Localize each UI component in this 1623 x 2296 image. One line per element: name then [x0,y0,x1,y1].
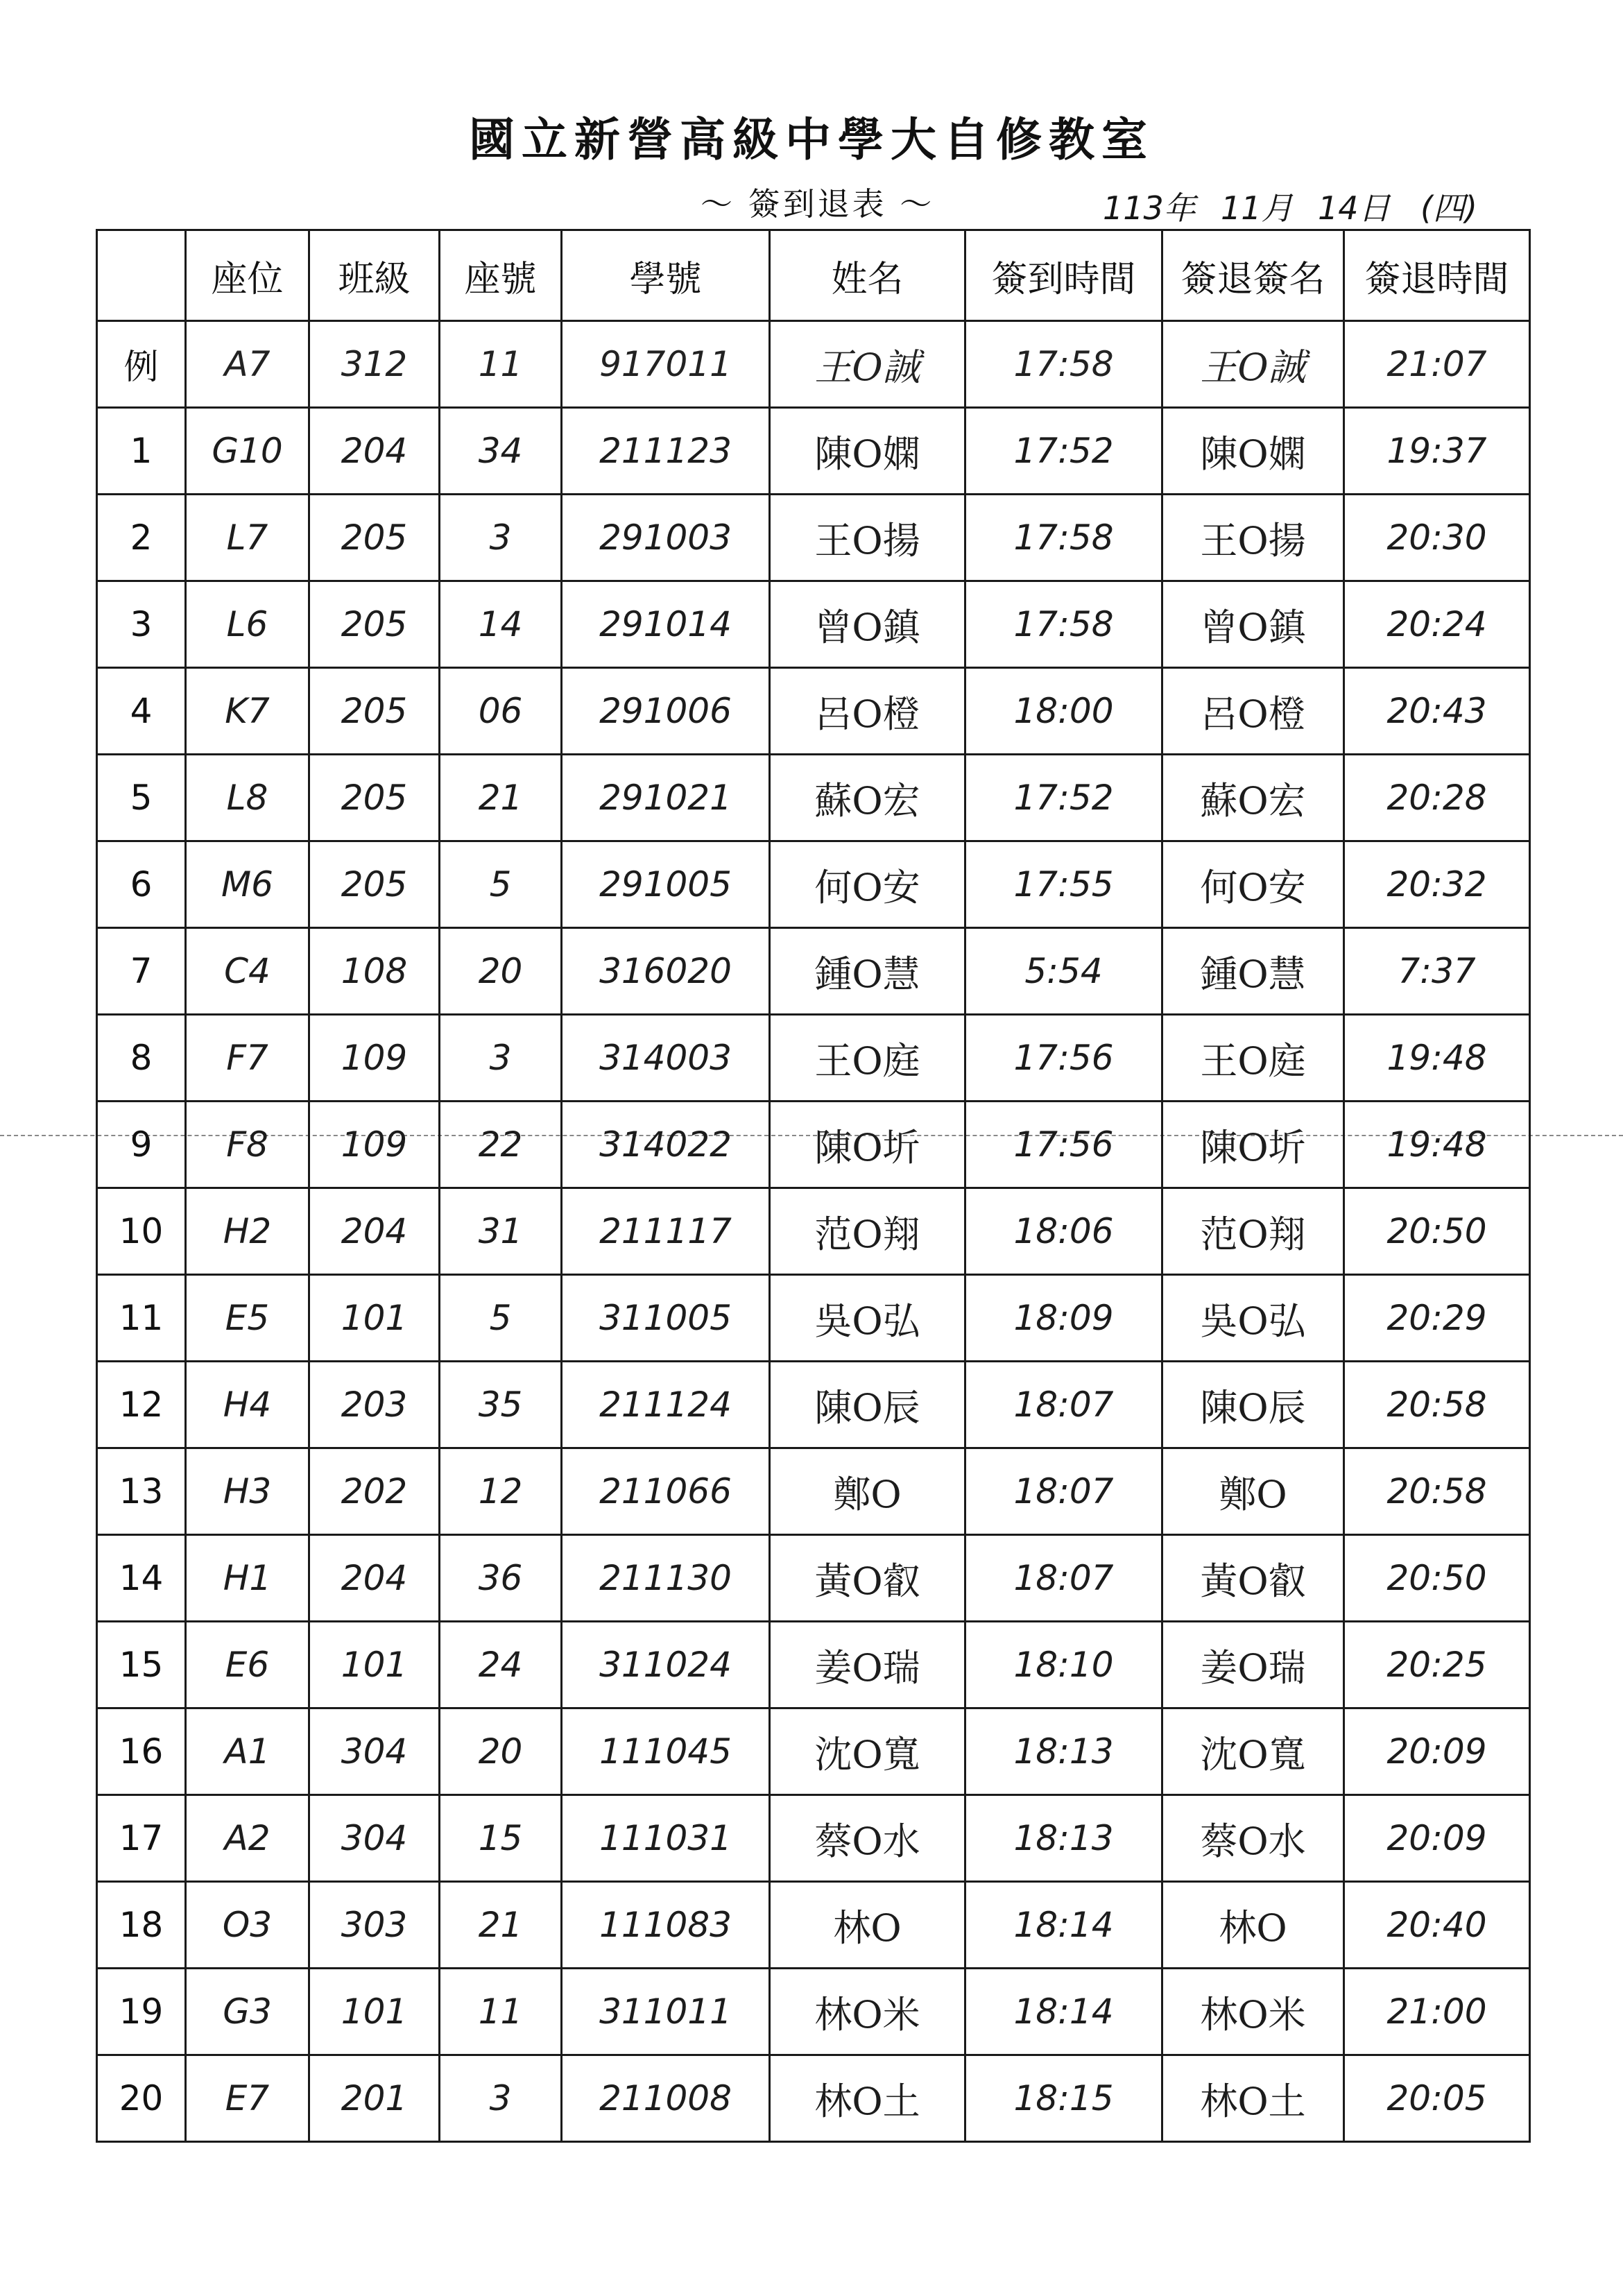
col-header-rowno [97,230,186,321]
sign-out-time-cell: 20:24 [1344,581,1530,668]
table-row [97,1708,1530,1795]
seat-number-cell: 36 [440,1535,562,1622]
row-number-cell: 5 [97,755,186,841]
row-number-cell: 3 [97,581,186,668]
class-cell: 205 [309,668,440,755]
sign-out-signature-cell: 呂O橙 [1162,668,1344,755]
seat-cell: H3 [186,1448,309,1535]
class-cell: 204 [309,1188,440,1275]
student-id-cell: 211008 [562,2055,770,2142]
sign-in-time-cell: 18:10 [965,1622,1162,1708]
name-cell: 范O翔 [770,1188,965,1275]
seat-number-cell: 20 [440,1708,562,1795]
row-number-cell: 7 [97,928,186,1015]
seat-cell: L7 [186,495,309,581]
student-id-cell: 111045 [562,1708,770,1795]
table-row [97,1795,1530,1882]
sign-out-time-cell: 20:32 [1344,841,1530,928]
col-header-sign-out-time: 簽退時間 [1344,230,1530,321]
seat-number-cell: 3 [440,1015,562,1102]
name-cell: 蘇O宏 [770,755,965,841]
name-cell: 蔡O水 [770,1795,965,1882]
sign-in-time-cell: 18:07 [965,1535,1162,1622]
row-number-cell: 17 [97,1795,186,1882]
sign-out-time-cell: 20:30 [1344,495,1530,581]
seat-cell: A1 [186,1708,309,1795]
seat-cell: C4 [186,928,309,1015]
sign-in-time-cell: 18:13 [965,1795,1162,1882]
sign-out-signature-cell: 蘇O宏 [1162,755,1344,841]
row-number-cell: 4 [97,668,186,755]
sign-in-time-cell: 17:58 [965,581,1162,668]
student-id-cell: 111083 [562,1882,770,1969]
name-cell: 林O [770,1882,965,1969]
sign-out-signature-cell: 林O土 [1162,2055,1344,2142]
sign-in-time-cell: 17:52 [965,755,1162,841]
table-row [97,2055,1530,2142]
class-cell: 205 [309,495,440,581]
row-number-cell: 14 [97,1535,186,1622]
seat-number-cell: 5 [440,1275,562,1362]
class-cell: 312 [309,321,440,408]
sign-out-signature-cell: 姜O瑞 [1162,1622,1344,1708]
class-cell: 202 [309,1448,440,1535]
col-header-seat-number: 座號 [440,230,562,321]
name-cell: 林O土 [770,2055,965,2142]
sign-out-time-cell: 7:37 [1344,928,1530,1015]
seat-number-cell: 21 [440,1882,562,1969]
col-header-sign-out-signature: 簽退簽名 [1162,230,1344,321]
table-row [97,928,1530,1015]
table-body [97,321,1530,2142]
sign-out-signature-cell: 曾O鎮 [1162,581,1344,668]
sign-out-signature-cell: 范O翔 [1162,1188,1344,1275]
sign-out-signature-cell: 陳O圻 [1162,1102,1344,1188]
class-cell: 205 [309,841,440,928]
class-cell: 108 [309,928,440,1015]
table-row [97,755,1530,841]
sign-out-time-cell: 20:40 [1344,1882,1530,1969]
row-number-cell: 20 [97,2055,186,2142]
sign-in-time-cell: 17:58 [965,495,1162,581]
row-number-cell: 15 [97,1622,186,1708]
col-header-student-id: 學號 [562,230,770,321]
table-row [97,1275,1530,1362]
sign-out-signature-cell: 沈O寬 [1162,1708,1344,1795]
name-cell: 王O庭 [770,1015,965,1102]
seat-cell: A7 [186,321,309,408]
class-cell: 205 [309,581,440,668]
seat-number-cell: 5 [440,841,562,928]
name-cell: 黃O叡 [770,1535,965,1622]
sign-in-time-cell: 18:00 [965,668,1162,755]
seat-number-cell: 35 [440,1362,562,1448]
sign-out-time-cell: 19:37 [1344,408,1530,495]
seat-cell: H2 [186,1188,309,1275]
sign-out-time-cell: 20:43 [1344,668,1530,755]
seat-cell: K7 [186,668,309,755]
sign-out-time-cell: 20:28 [1344,755,1530,841]
row-number-cell: 8 [97,1015,186,1102]
row-number-cell: 10 [97,1188,186,1275]
table-row [97,1969,1530,2055]
seat-cell: O3 [186,1882,309,1969]
sign-in-time-cell: 18:14 [965,1882,1162,1969]
row-number-cell: 12 [97,1362,186,1448]
table-row [97,1015,1530,1102]
sign-out-time-cell: 21:00 [1344,1969,1530,2055]
seat-number-cell: 21 [440,755,562,841]
sign-out-time-cell: 21:07 [1344,321,1530,408]
table-row [97,1448,1530,1535]
student-id-cell: 211130 [562,1535,770,1622]
class-cell: 203 [309,1362,440,1448]
col-header-class: 班級 [309,230,440,321]
student-id-cell: 211117 [562,1188,770,1275]
sign-out-signature-cell: 陳O嫻 [1162,408,1344,495]
student-id-cell: 111031 [562,1795,770,1882]
seat-number-cell: 3 [440,495,562,581]
student-id-cell: 314003 [562,1015,770,1102]
sign-out-signature-cell: 王O揚 [1162,495,1344,581]
seat-number-cell: 15 [440,1795,562,1882]
sign-in-time-cell: 18:13 [965,1708,1162,1795]
date-day: 14日 [1318,189,1391,227]
name-cell: 鄭O [770,1448,965,1535]
seat-cell: A2 [186,1795,309,1882]
row-number-cell: 2 [97,495,186,581]
seat-cell: E5 [186,1275,309,1362]
sign-in-time-cell: 18:15 [965,2055,1162,2142]
seat-number-cell: 14 [440,581,562,668]
row-number-cell: 9 [97,1102,186,1188]
sign-out-time-cell: 19:48 [1344,1102,1530,1188]
seat-number-cell: 34 [440,408,562,495]
sign-in-time-cell: 17:56 [965,1102,1162,1188]
sign-out-time-cell: 20:29 [1344,1275,1530,1362]
seat-cell: M6 [186,841,309,928]
sign-out-time-cell: 20:50 [1344,1188,1530,1275]
seat-cell: L6 [186,581,309,668]
table-row [97,1188,1530,1275]
sign-in-time-cell: 18:14 [965,1969,1162,2055]
name-cell: 陳O圻 [770,1102,965,1188]
sign-in-time-cell: 18:07 [965,1448,1162,1535]
sign-in-time-cell: 17:52 [965,408,1162,495]
table-row [97,495,1530,581]
seat-cell: H4 [186,1362,309,1448]
student-id-cell: 291005 [562,841,770,928]
sheet-title: 國立新營高級中學大自修教室 [469,112,1154,166]
seat-cell: E7 [186,2055,309,2142]
class-cell: 101 [309,1622,440,1708]
table-row [97,841,1530,928]
sign-out-signature-cell: 黃O叡 [1162,1535,1344,1622]
sign-in-time-cell: 17:58 [965,321,1162,408]
table-row [97,1535,1530,1622]
seat-cell: E6 [186,1622,309,1708]
student-id-cell: 311011 [562,1969,770,2055]
sign-out-time-cell: 20:05 [1344,2055,1530,2142]
class-cell: 201 [309,2055,440,2142]
row-number-cell: 11 [97,1275,186,1362]
table-row [97,581,1530,668]
sign-out-signature-cell: 鍾O慧 [1162,928,1344,1015]
table-row [97,1362,1530,1448]
sign-out-time-cell: 20:58 [1344,1362,1530,1448]
row-number-cell: 例 [97,321,186,408]
table-row [97,1882,1530,1969]
seat-number-cell: 3 [440,2055,562,2142]
col-header-seat: 座位 [186,230,309,321]
seat-cell: L8 [186,755,309,841]
seat-number-cell: 11 [440,321,562,408]
sign-in-time-cell: 18:09 [965,1275,1162,1362]
name-cell: 沈O寬 [770,1708,965,1795]
name-cell: 呂O橙 [770,668,965,755]
sign-out-signature-cell: 林O米 [1162,1969,1344,2055]
class-cell: 109 [309,1102,440,1188]
student-id-cell: 211124 [562,1362,770,1448]
seat-number-cell: 24 [440,1622,562,1708]
student-id-cell: 291021 [562,755,770,841]
sign-in-time-cell: 17:55 [965,841,1162,928]
class-cell: 304 [309,1795,440,1882]
student-id-cell: 311024 [562,1622,770,1708]
class-cell: 101 [309,1969,440,2055]
class-cell: 204 [309,1535,440,1622]
sign-out-signature-cell: 林O [1162,1882,1344,1969]
date-weekday: (四) [1420,189,1477,227]
student-id-cell: 314022 [562,1102,770,1188]
col-header-name: 姓名 [770,230,965,321]
seat-cell: G10 [186,408,309,495]
student-id-cell: 211123 [562,408,770,495]
sign-in-time-cell: 17:56 [965,1015,1162,1102]
table-row [97,1622,1530,1708]
table-row [97,1102,1530,1188]
seat-cell: F8 [186,1102,309,1188]
table-row [97,408,1530,495]
name-cell: 陳O辰 [770,1362,965,1448]
student-id-cell: 291003 [562,495,770,581]
seat-number-cell: 31 [440,1188,562,1275]
name-cell: 姜O瑞 [770,1622,965,1708]
name-cell: 陳O嫻 [770,408,965,495]
sign-in-time-cell: 18:06 [965,1188,1162,1275]
student-id-cell: 211066 [562,1448,770,1535]
name-cell: 鍾O慧 [770,928,965,1015]
class-cell: 304 [309,1708,440,1795]
row-number-cell: 13 [97,1448,186,1535]
name-cell: 林O米 [770,1969,965,2055]
date-year: 113年 [1103,189,1196,227]
sign-out-signature-cell: 王O誠 [1162,321,1344,408]
sign-out-time-cell: 20:50 [1344,1535,1530,1622]
student-id-cell: 291014 [562,581,770,668]
class-cell: 204 [309,408,440,495]
class-cell: 303 [309,1882,440,1969]
table-row [97,668,1530,755]
name-cell: 王O揚 [770,495,965,581]
row-number-cell: 16 [97,1708,186,1795]
student-id-cell: 291006 [562,668,770,755]
example-row [97,321,1530,408]
sign-out-time-cell: 20:25 [1344,1622,1530,1708]
student-id-cell: 311005 [562,1275,770,1362]
seat-cell: H1 [186,1535,309,1622]
sign-in-time-cell: 5:54 [965,928,1162,1015]
name-cell: 吳O弘 [770,1275,965,1362]
seat-cell: G3 [186,1969,309,2055]
name-cell: 曾O鎮 [770,581,965,668]
row-number-cell: 6 [97,841,186,928]
sheet-subtitle: ～ 簽到退表 ～ [701,185,935,223]
sign-out-time-cell: 20:09 [1344,1708,1530,1795]
seat-number-cell: 20 [440,928,562,1015]
sign-out-time-cell: 20:58 [1344,1448,1530,1535]
student-id-cell: 917011 [562,321,770,408]
name-cell: 何O安 [770,841,965,928]
seat-number-cell: 11 [440,1969,562,2055]
sign-out-signature-cell: 鄭O [1162,1448,1344,1535]
table-header-row [97,230,1530,321]
sign-out-time-cell: 19:48 [1344,1015,1530,1102]
sign-in-time-cell: 18:07 [965,1362,1162,1448]
attendance-table [96,229,1531,2143]
sign-out-signature-cell: 王O庭 [1162,1015,1344,1102]
class-cell: 109 [309,1015,440,1102]
row-number-cell: 19 [97,1969,186,2055]
class-cell: 101 [309,1275,440,1362]
seat-cell: F7 [186,1015,309,1102]
row-number-cell: 1 [97,408,186,495]
sign-out-signature-cell: 吳O弘 [1162,1275,1344,1362]
sign-out-signature-cell: 蔡O水 [1162,1795,1344,1882]
seat-number-cell: 06 [440,668,562,755]
class-cell: 205 [309,755,440,841]
sign-out-time-cell: 20:09 [1344,1795,1530,1882]
col-header-sign-in-time: 簽到時間 [965,230,1162,321]
sign-out-signature-cell: 陳O辰 [1162,1362,1344,1448]
date-month: 11月 [1221,189,1294,227]
student-id-cell: 316020 [562,928,770,1015]
name-cell: 王O誠 [770,321,965,408]
row-number-cell: 18 [97,1882,186,1969]
seat-number-cell: 22 [440,1102,562,1188]
sign-out-signature-cell: 何O安 [1162,841,1344,928]
seat-number-cell: 12 [440,1448,562,1535]
